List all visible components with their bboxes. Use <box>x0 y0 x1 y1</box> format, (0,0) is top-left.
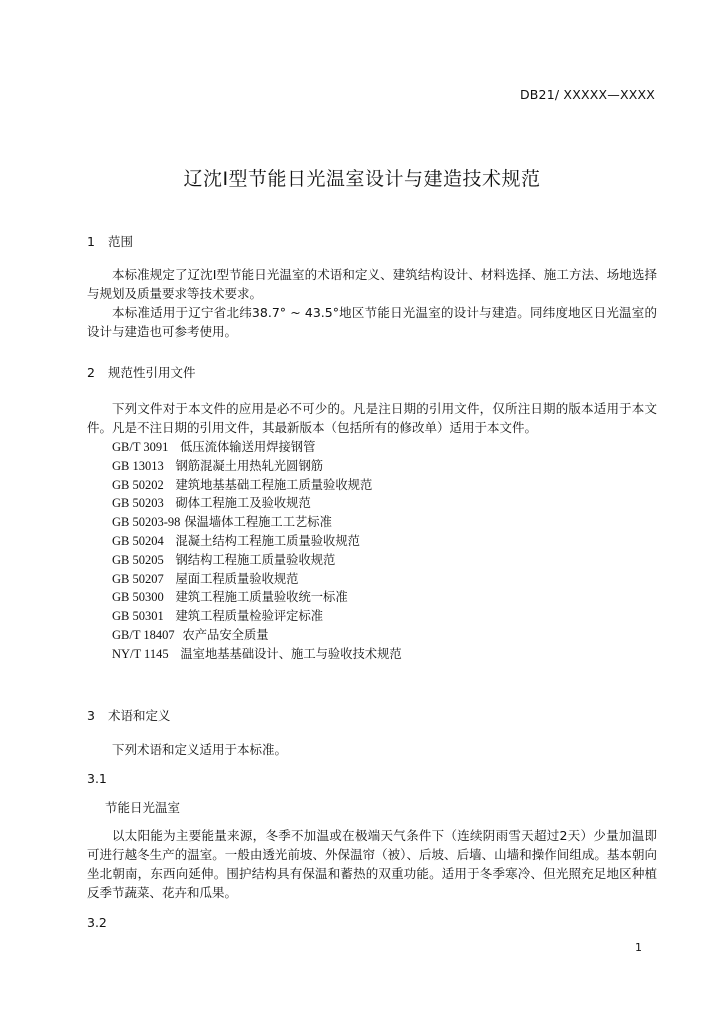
reference-name: 屋面工程质量验收规范 <box>175 571 299 586</box>
reference-item <box>112 438 402 457</box>
reference-name: 农产品安全质量 <box>182 627 269 642</box>
reference-code: GB 13013 <box>112 458 164 473</box>
section-number: 1 <box>87 234 95 249</box>
reference-item <box>112 570 402 589</box>
reference-code: GB 50207 <box>112 571 164 586</box>
reference-item <box>112 513 402 532</box>
paragraph: 本标准规定了辽沈Ⅰ型节能日光温室的术语和定义、建筑结构设计、材料选择、施工方法、场地选择与规划及质量要求等技术要求。 <box>87 267 657 301</box>
reference-code: GB 50203 <box>112 496 164 511</box>
section-3-body <box>87 740 657 759</box>
section-number: 3 <box>87 708 95 723</box>
section-title: 规范性引用文件 <box>108 365 196 380</box>
reference-name: 混凝土结构工程施工质量验收规范 <box>175 533 360 548</box>
section-1-body <box>87 265 657 341</box>
reference-item <box>112 457 402 476</box>
reference-item <box>112 494 402 513</box>
reference-name: 钢筋混凝土用热轧光圆钢筋 <box>175 458 324 473</box>
section-title: 范围 <box>108 234 134 249</box>
section-2-body <box>87 399 657 437</box>
paragraph: 本标准适用于辽宁省北纬38.7° ~ 43.5°地区节能日光温室的设计与建造。同纬度地区日光温室的设计与建造也可参考使用。 <box>87 305 657 339</box>
subsection-number: 3.1 <box>87 771 107 786</box>
section-3-heading <box>87 706 657 724</box>
reference-item <box>112 532 402 551</box>
reference-name: 建筑地基基础工程施工质量验收规范 <box>175 477 373 492</box>
reference-name: 建筑工程质量检验评定标准 <box>175 609 324 624</box>
reference-item <box>112 551 402 570</box>
reference-name: 钢结构工程施工质量验收规范 <box>175 552 336 567</box>
paragraph: 下列文件对于本文件的应用是必不可少的。凡是注日期的引用文件，仅所注日期的版本适用于本文件。凡是不注日期的引用文件，其最新版本（包括所有的修改单）适用于本文件。 <box>87 401 657 435</box>
standard-code: DB21/ XXXXX—XXXX <box>519 87 655 102</box>
reference-code: GB 50203-98 <box>112 515 181 530</box>
section-title: 术语和定义 <box>108 708 171 723</box>
term-definition-block <box>87 826 657 902</box>
reference-code: GB 50202 <box>112 477 164 492</box>
section-1-heading <box>87 232 657 250</box>
reference-item <box>112 607 402 626</box>
paragraph: 下列术语和定义适用于本标准。 <box>112 742 288 757</box>
reference-code: NY/T 1145 <box>112 646 169 661</box>
reference-code: GB/T 3091 <box>112 440 169 454</box>
reference-item <box>112 588 402 607</box>
reference-list <box>112 438 402 664</box>
reference-code: GB 50205 <box>112 552 164 567</box>
page-number: 1 <box>635 941 642 954</box>
reference-name: 砌体工程施工及验收规范 <box>175 496 311 511</box>
reference-item <box>112 626 402 645</box>
reference-item <box>112 645 402 664</box>
reference-code: GB/T 18407 <box>112 627 175 642</box>
section-2-heading <box>87 363 657 381</box>
reference-name: 低压流体输送用焊接钢管 <box>180 440 316 454</box>
subsection-number: 3.2 <box>87 915 107 930</box>
reference-item <box>112 476 402 495</box>
reference-name: 建筑工程施工质量验收统一标准 <box>175 590 348 605</box>
section-number: 2 <box>87 365 95 380</box>
reference-name: 保温墙体工程施工工艺标准 <box>184 515 332 530</box>
reference-name: 温室地基基础设计、施工与验收技术规范 <box>180 646 402 661</box>
term-definition: 以太阳能为主要能量来源，冬季不加温或在极端天气条件下（连续阴雨雪天超过2天）少量加温即可进行越冬生产的温室。一般由透光前坡、外保温帘（被）、后坡、后墙、山墙和操作间组成。基本朝向坐北朝南，东西向延伸。围护结构具有保温和蓄热的双重功能。适用于冬季寒冷、但光照充足地区种植反季节蔬菜、花卉和瓜果。 <box>87 828 657 900</box>
term-name: 节能日光温室 <box>105 800 181 815</box>
reference-code: GB 50301 <box>112 609 164 624</box>
reference-code: GB 50204 <box>112 533 164 548</box>
document-title: 辽沈Ⅰ型节能日光温室设计与建造技术规范 <box>183 168 541 190</box>
reference-code: GB 50300 <box>112 590 164 605</box>
